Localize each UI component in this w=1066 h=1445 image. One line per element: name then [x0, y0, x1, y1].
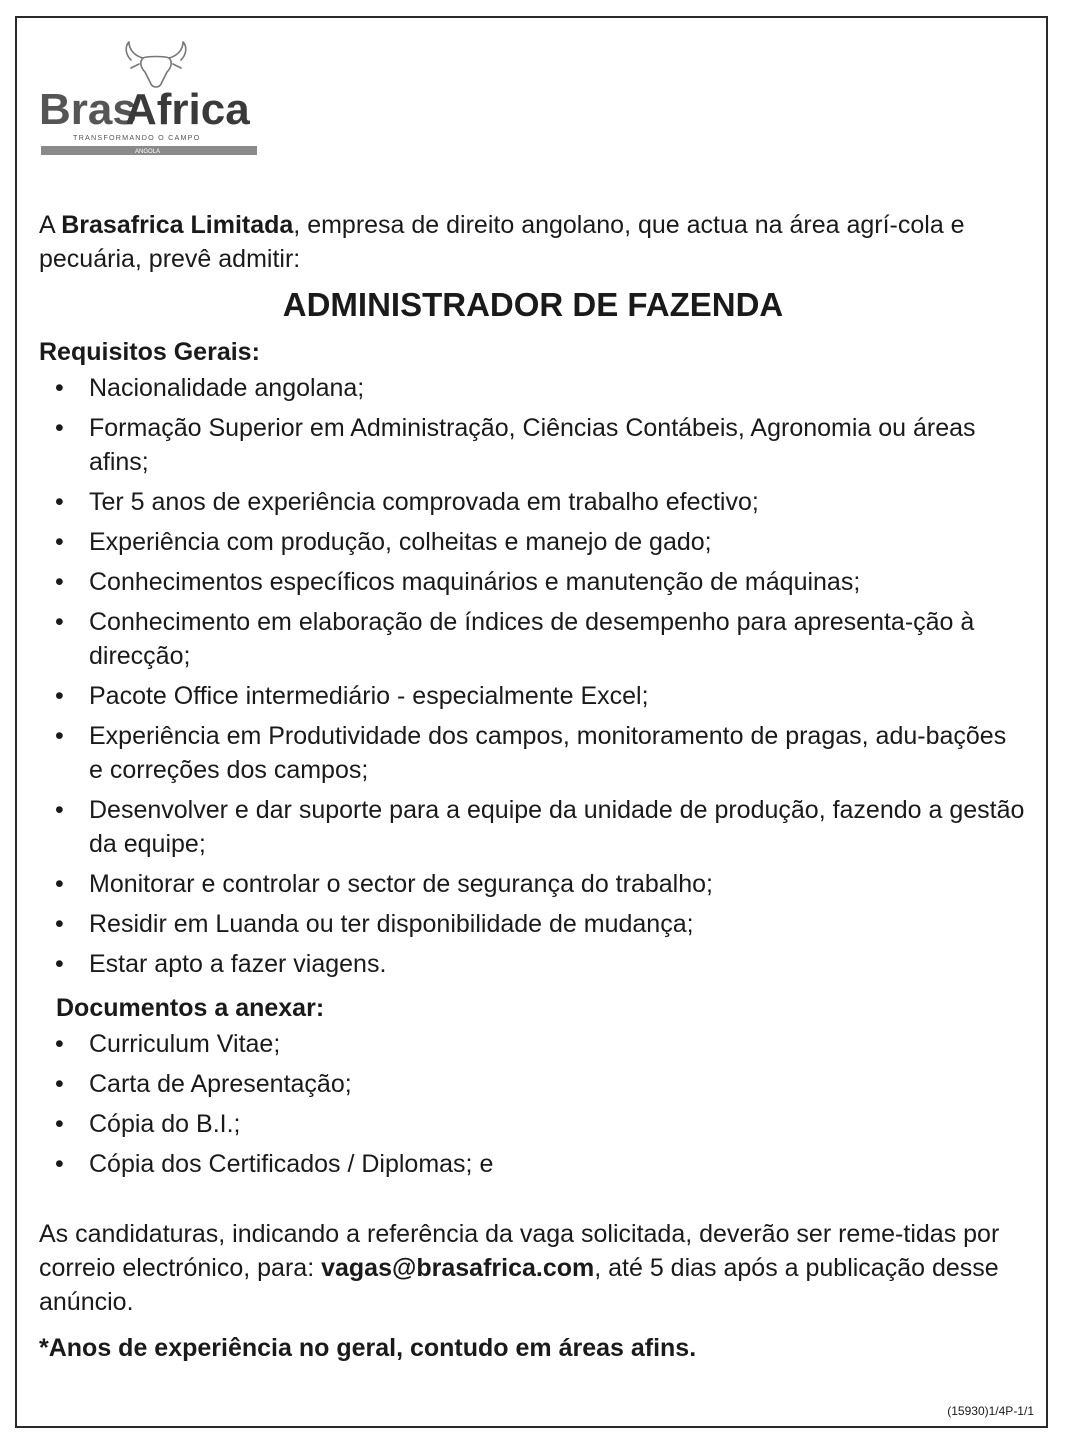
bullet-icon: • — [55, 374, 64, 402]
bullet-icon: • — [55, 1070, 64, 1098]
bullet-icon: • — [55, 608, 64, 636]
logo-country-text: ANGOLA — [135, 149, 161, 155]
logo-tagline-text: TRANSFORMANDO O CAMPO — [73, 133, 201, 142]
advertisement-body — [39, 208, 1027, 1365]
list-item: • Monitorar e controlar o sector de segurança do trabalho; — [39, 867, 1027, 901]
bullet-icon: • — [55, 910, 64, 938]
list-item: • Conhecimento em elaboração de índices de desempenho para apresenta-ção à direcção; — [39, 605, 1027, 673]
bullet-icon: • — [55, 682, 64, 710]
requirements-list — [39, 371, 1027, 981]
bullet-icon: • — [55, 796, 64, 824]
bullet-icon: • — [55, 528, 64, 556]
company-name: Brasafrica Limitada — [61, 211, 294, 239]
list-item: • Pacote Office intermediário - especialmente Excel; — [39, 679, 1027, 713]
logo-brand-text: Bras — [39, 85, 137, 134]
list-item: • Desenvolver e dar suporte para a equipe da unidade de produção, fazendo a gestão da equipe; — [39, 793, 1027, 861]
bullet-icon: • — [55, 870, 64, 898]
list-item: • Cópia do B.I.; — [39, 1107, 1027, 1141]
bullet-icon: • — [55, 1110, 64, 1138]
bullet-icon: • — [55, 1030, 64, 1058]
svg-text:Africa: Africa — [125, 85, 250, 134]
list-item: • Curriculum Vitae; — [39, 1027, 1027, 1061]
closing-paragraph: As candidaturas, indicando a referência da vaga solicitada, deverão ser reme-tidas por correio electrónico, para: vagas@brasafrica.com, até 5 dias após a publicação desse anúncio. — [39, 1220, 1000, 1316]
bullet-icon: • — [55, 414, 64, 442]
bullet-icon: • — [55, 950, 64, 978]
list-item: • Residir em Luanda ou ter disponibilidade de mudança; — [39, 907, 1027, 941]
advertisement-frame — [15, 16, 1048, 1428]
list-item: • Carta de Apresentação; — [39, 1067, 1027, 1101]
brasafrica-logo — [39, 38, 261, 160]
reference-code: (15930)1/4P-1/1 — [947, 1404, 1034, 1418]
bullet-icon: • — [55, 488, 64, 516]
bull-head-icon — [126, 42, 186, 87]
bullet-icon: • — [55, 722, 64, 750]
documents-list — [39, 1027, 1027, 1181]
list-item: • Conhecimentos específicos maquinários e manutenção de máquinas; — [39, 565, 1027, 599]
bullet-icon: • — [55, 568, 64, 596]
list-item: • Formação Superior em Administração, Ciências Contábeis, Agronomia ou áreas afins; — [39, 411, 1027, 479]
list-item: • Nacionalidade angolana; — [39, 371, 1027, 405]
documents-heading: Documentos a anexar: — [56, 994, 325, 1022]
list-item: • Experiência com produção, colheitas e manejo de gado; — [39, 525, 1027, 559]
bullet-icon: • — [55, 1150, 64, 1178]
requirements-heading: Requisitos Gerais: — [39, 338, 260, 366]
experience-note: *Anos de experiência no geral, contudo em áreas afins. — [39, 1334, 697, 1362]
contact-email[interactable]: vagas@brasafrica.com — [321, 1254, 595, 1282]
job-title: ADMINISTRADOR DE FAZENDA — [282, 286, 784, 323]
intro-paragraph: A Brasafrica Limitada, empresa de direito angolano, que actua na área agrí-cola e pecuária, prevê admitir: — [39, 211, 965, 273]
list-item: • Estar apto a fazer viagens. — [39, 947, 1027, 981]
list-item: • Experiência em Produtividade dos campos, monitoramento de pragas, adu-bações e correções dos campos; — [39, 719, 1027, 787]
list-item: • Ter 5 anos de experiência comprovada em trabalho efectivo; — [39, 485, 1027, 519]
list-item: • Cópia dos Certificados / Diplomas; e — [39, 1147, 1027, 1181]
